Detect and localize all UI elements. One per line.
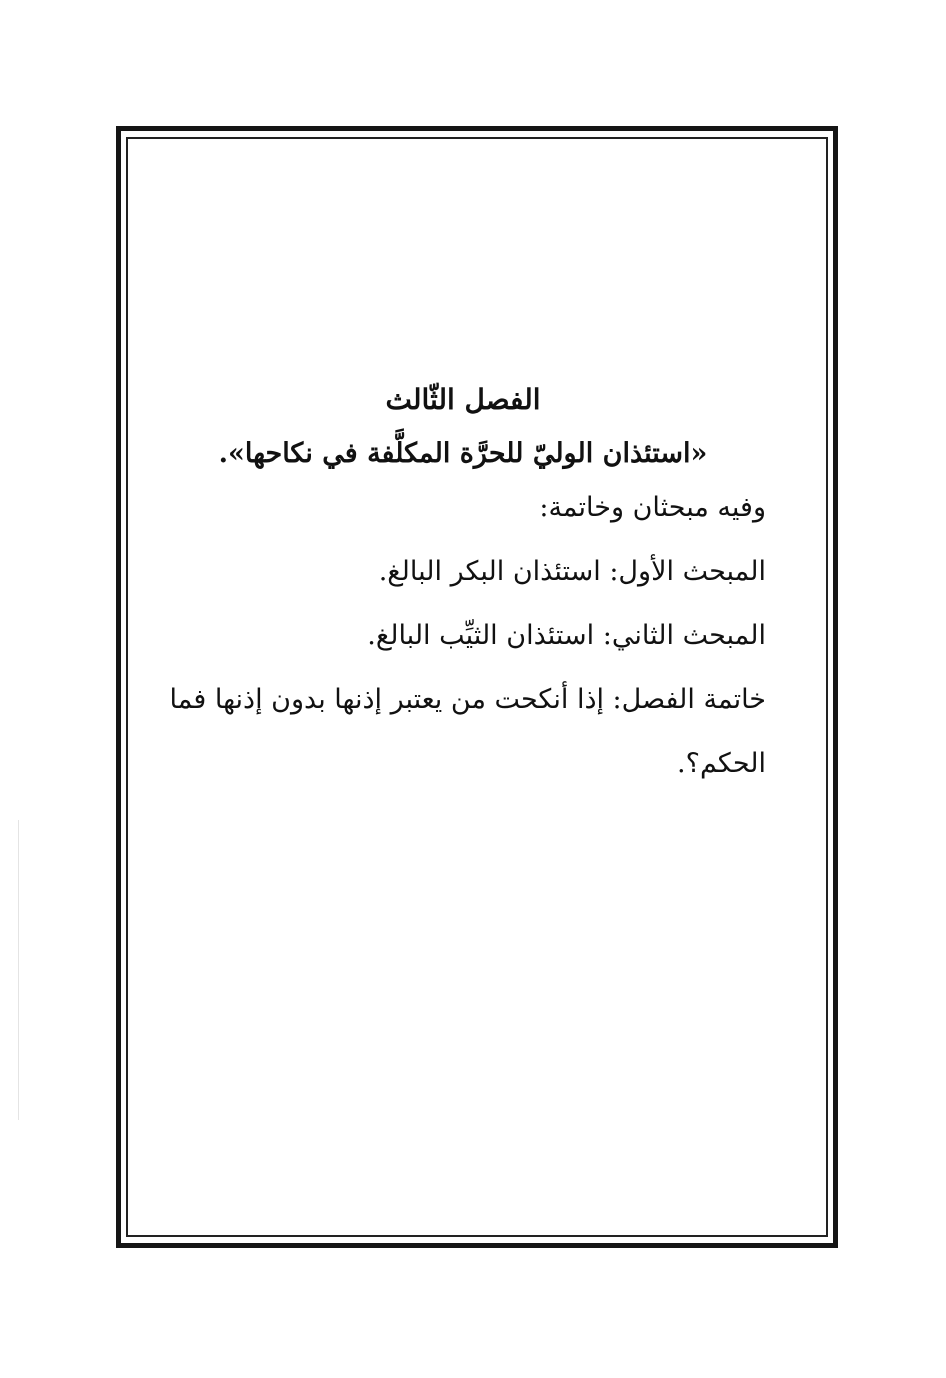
chapter-conclusion: خاتمة الفصل: إذا أنكحت من يعتبر إذنها بدون إذنها فما الحكم؟.: [169, 684, 766, 779]
section-two: المبحث الثاني: استئذان الثيِّب البالغ.: [367, 620, 766, 651]
chapter-title: الفصل الثّالث: [385, 383, 541, 416]
chapter-subtitle: «استئذان الوليّ للحرَّة المكلَّفة في نكاحها».: [218, 438, 708, 469]
chapter-content: [160, 380, 766, 820]
chapter-intro: وفيه مبحثان وخاتمة:: [539, 492, 766, 523]
section-one: المبحث الأول: استئذان البكر البالغ.: [378, 556, 766, 587]
scan-artifact-line: [18, 820, 19, 1120]
